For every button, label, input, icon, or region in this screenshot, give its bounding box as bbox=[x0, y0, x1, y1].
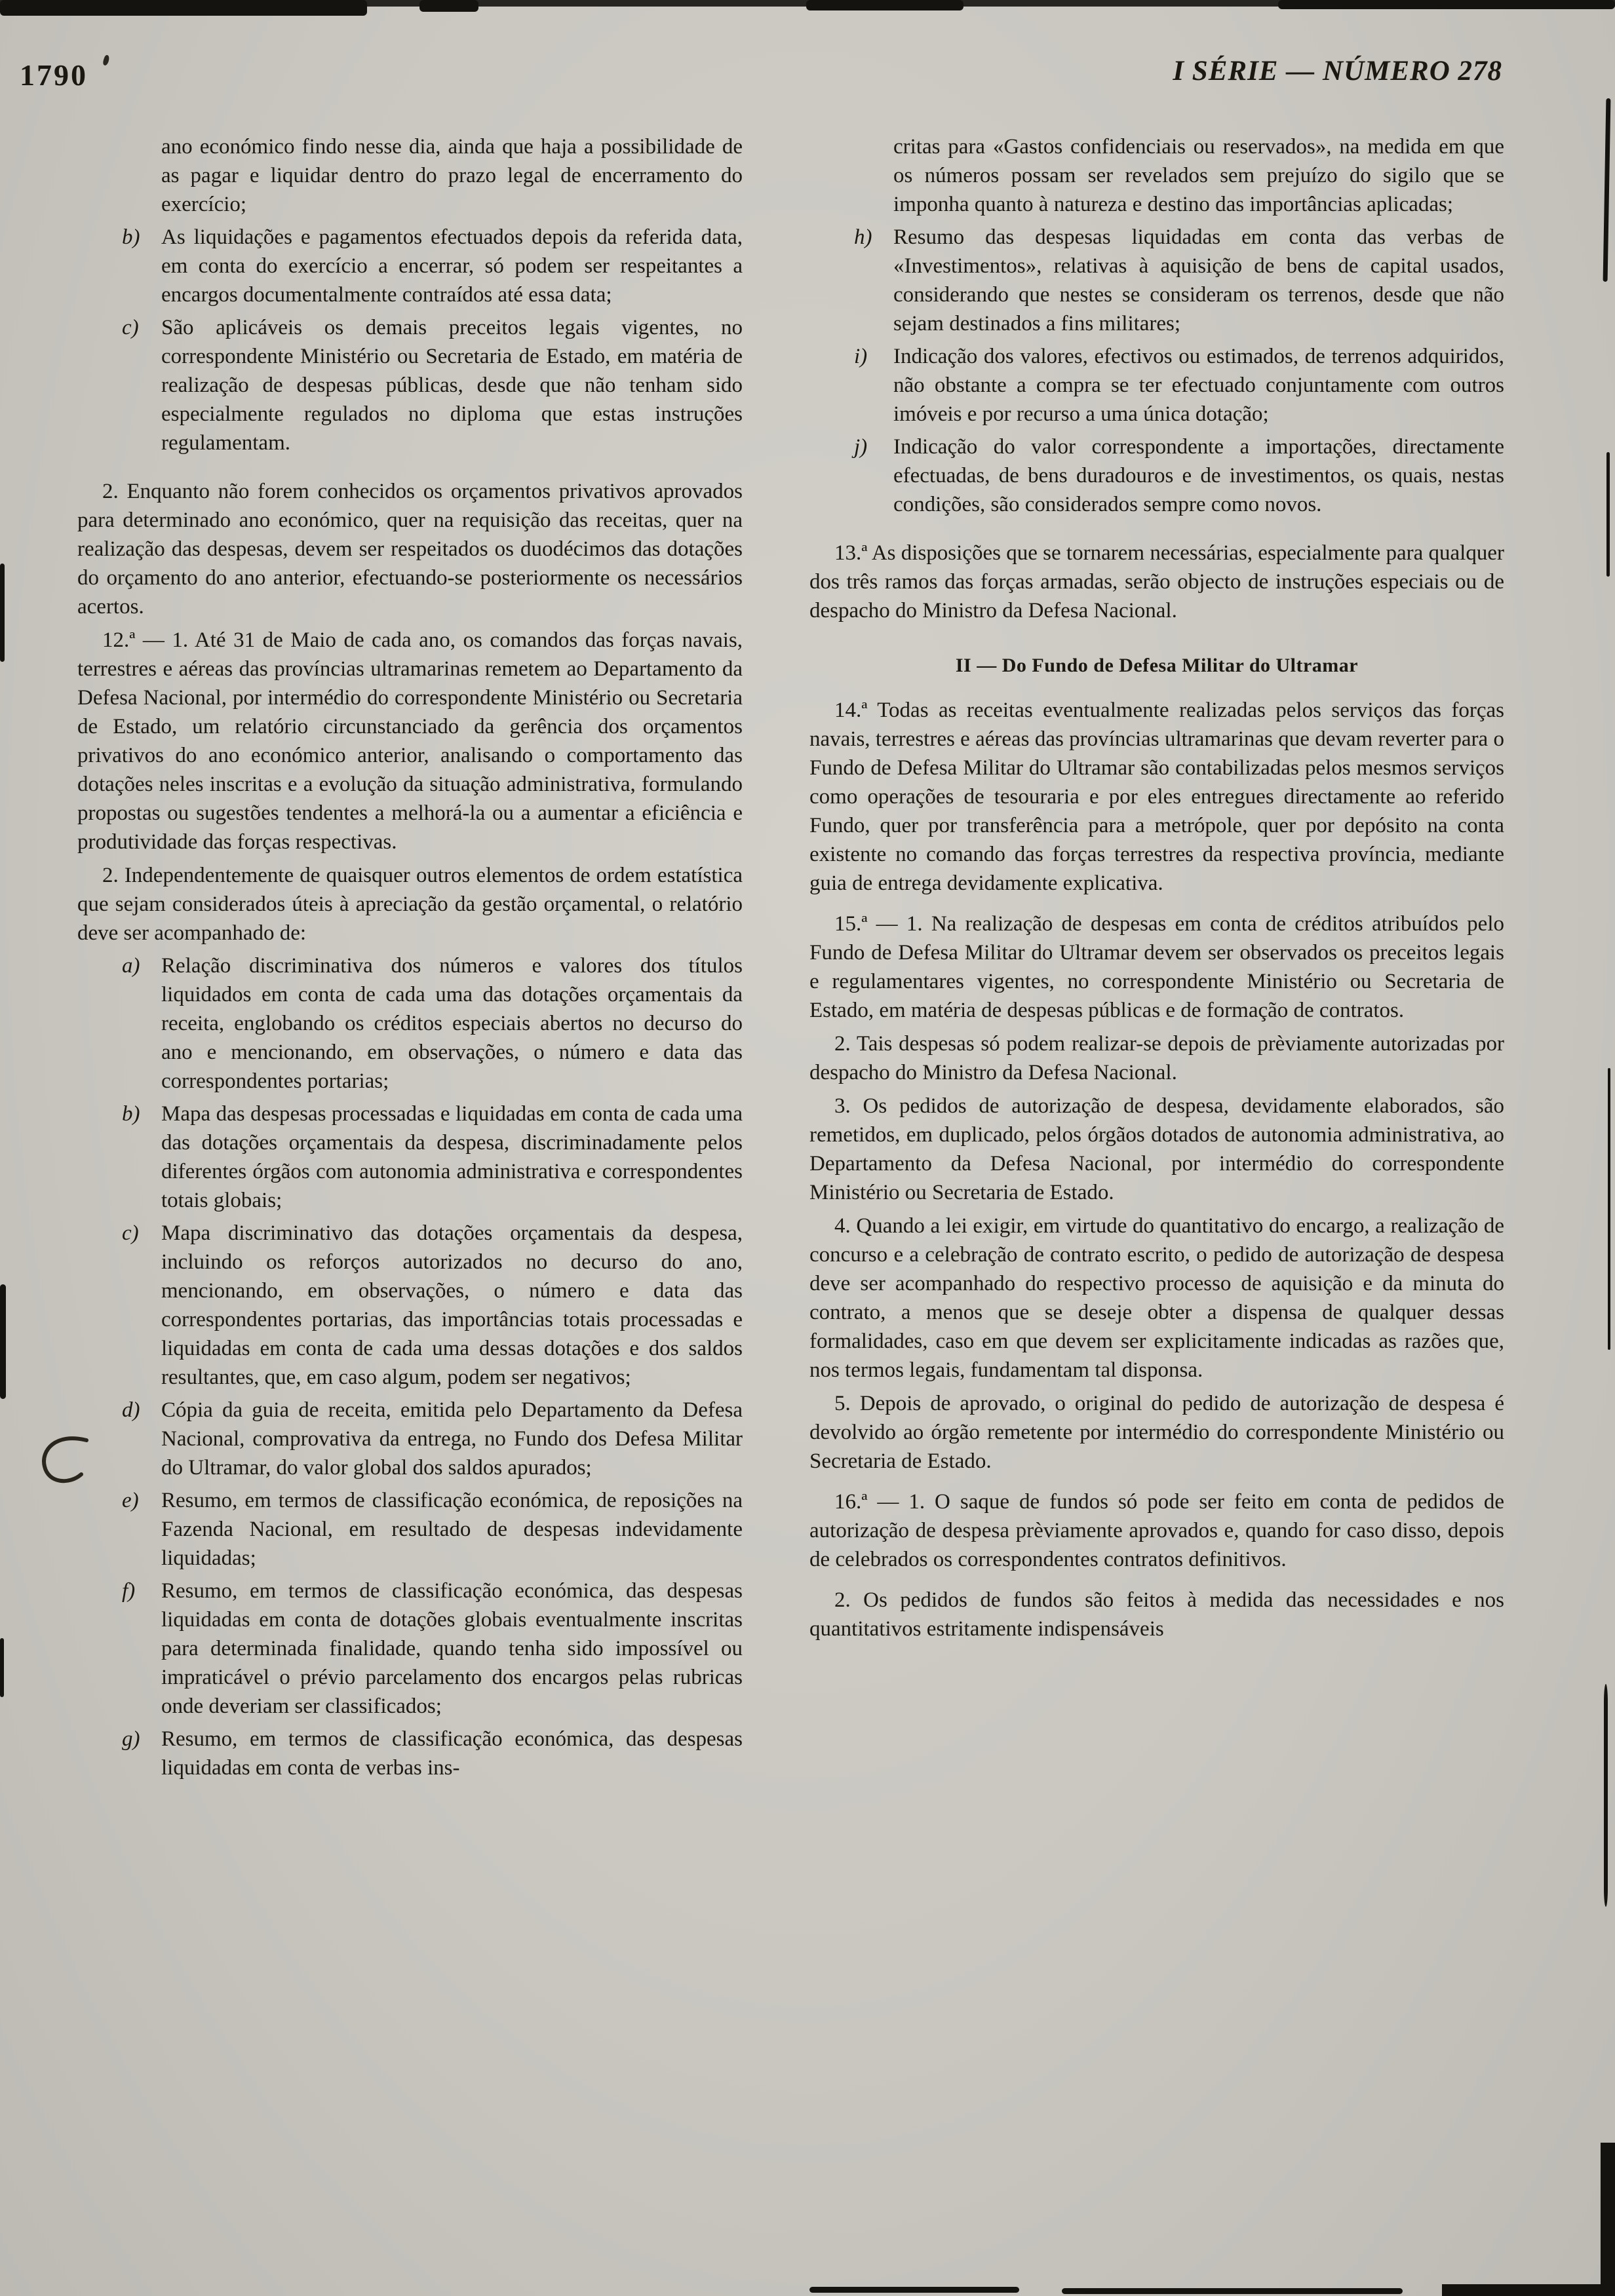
list-item bbox=[850, 432, 1504, 519]
scan-artifact-bottom-dash bbox=[1062, 2288, 1403, 2294]
scan-artifact-top-blob bbox=[1278, 0, 1615, 9]
scan-artifact-top-blob bbox=[806, 0, 963, 10]
paragraph: 3. Os pedidos de autorização de despesa, devidamente elaborados, são remetidos, em duplicado, pelos órgãos dotados de autonomia administrativa, ao Departamento da Defesa Nacional, por intermédio do correspondente Ministério ou Secretaria de Estado. bbox=[809, 1094, 1504, 1204]
list-item bbox=[850, 132, 1504, 219]
list-item-label: b) bbox=[122, 1102, 140, 1126]
list-item-text: Indicação dos valores, efectivos ou estimados, de terrenos adquiridos, não obstante a compra se ter efectuado conjuntamente com outros imóveis e por recurso a uma única dotação; bbox=[893, 345, 1504, 426]
list-item-text: Indicação do valor correspondente a importações, directamente efectuadas, de bens duradouros e de investimentos, os quais, nestas condições, são considerados sempre como novos. bbox=[893, 435, 1504, 516]
list-item-label: f) bbox=[122, 1579, 136, 1603]
scan-artifact-right-mark bbox=[1608, 1068, 1610, 1350]
right-column bbox=[809, 128, 1504, 1643]
list-item bbox=[118, 1486, 743, 1573]
list-item-label: d) bbox=[122, 1398, 140, 1422]
paragraph: 15.ª — 1. Na realização de despesas em conta de créditos atribuídos pelo Fundo de Defesa Militar do Ultramar devem ser observados os preceitos legais e regulamentares vigentes, no correspondente Ministério ou Secretaria de Estado, em matéria de despesas públicas e de formação de contratos. bbox=[809, 912, 1504, 1022]
scan-artifact-top-blob bbox=[0, 0, 367, 16]
list-item-text: Resumo das despesas liquidadas em conta das verbas de «Investimentos», relativas à aquisição de bens de capital usados, considerando que nestes se consideram os terrenos, desde que não sejam destinados a fins militares; bbox=[893, 225, 1504, 335]
list-item-text: Cópia da guia de receita, emitida pelo Departamento da Defesa Nacional, comprovativa da entrega, no Fundo dos Defesa Militar do Ultramar, do valor global dos saldos apurados; bbox=[161, 1398, 743, 1480]
list-item-label: e) bbox=[122, 1489, 139, 1512]
paragraph: 2. Os pedidos de fundos são feitos à medida das necessidades e nos quantitativos estritamente indispensáveis bbox=[809, 1588, 1504, 1641]
page-number: 1790 bbox=[20, 58, 88, 92]
list-item-text: Relação discriminativa dos números e valores dos títulos liquidados em conta de cada uma das dotações orçamentais da receita, englobando os créditos especiais abertos no decurso do ano e mencionando, em observações, o número e data das correspondentes portarias; bbox=[161, 954, 743, 1093]
scan-artifact-bottom-dash bbox=[809, 2287, 1019, 2293]
list-item-text: Mapa das despesas processadas e liquidadas em conta de cada uma das dotações orçamentais da despesa, discriminadamente pelos diferentes órgãos com autonomia administrativa e correspondentes totais globais; bbox=[161, 1102, 743, 1212]
list-item bbox=[118, 313, 743, 457]
left-column bbox=[77, 128, 743, 1782]
scan-artifact-right-mark bbox=[1601, 2143, 1615, 2296]
scan-artifact-top-blob bbox=[419, 0, 478, 12]
list-item-text: ano económico findo nesse dia, ainda que haja a possibilidade de as pagar e liquidar dentro do prazo legal de encerramento do exercício; bbox=[161, 135, 743, 216]
list-item bbox=[850, 223, 1504, 338]
paragraph: 14.ª Todas as receitas eventualmente realizadas pelos serviços das forças navais, terrestres e aéreas das províncias ultramarinas que devam reverter para o Fundo de Defesa Militar do Ultramar são contabilizadas pelos mesmos serviços como operações de tesouraria e por eles entregues directamente ao referido Fundo, quer por transferência para a metrópole, quer por depósito na conta existente no comando das forças terrestres da respectiva província, mediante guia de entrega devidamente explicativa. bbox=[809, 698, 1504, 895]
list-item-label: b) bbox=[122, 225, 140, 249]
paragraph: 16.ª — 1. O saque de fundos só pode ser feito em conta de pedidos de autorização de despesa prèviamente aprovados e, quando for caso disso, depois de celebrados os correspondentes contratos definitivos. bbox=[809, 1490, 1504, 1571]
list-item-label: j) bbox=[854, 435, 868, 459]
paragraph: 2. Tais despesas só podem realizar-se depois de prèviamente autorizadas por despacho do Ministro da Defesa Nacional. bbox=[809, 1032, 1504, 1084]
ink-speck bbox=[102, 54, 111, 66]
scan-artifact-right-mark bbox=[1603, 98, 1611, 282]
list-item bbox=[118, 223, 743, 309]
list-item-text: Resumo, em termos de classificação económica, de reposições na Fazenda Nacional, em resultado de despesas indevidamente liquidadas; bbox=[161, 1489, 743, 1570]
scan-artifact-right-mark bbox=[1604, 1684, 1608, 1907]
handwritten-mark bbox=[35, 1428, 94, 1494]
paragraph: 5. Depois de aprovado, o original do pedido de autorização de despesa é devolvido ao órgão remetente por intermédio do correspondente Ministério ou Secretaria de Estado. bbox=[809, 1392, 1504, 1473]
list-item-label: h) bbox=[854, 225, 872, 249]
issue-header: I SÉRIE — NÚMERO 278 bbox=[1173, 56, 1502, 86]
list-item bbox=[118, 951, 743, 1096]
list-item-text: Mapa discriminativo das dotações orçamentais da despesa, incluindo os reforços autorizados no decurso do ano, mencionando, em observações, o número e data das correspondentes portarias, das importâncias totais processadas e liquidadas em conta de cada uma dessas dotações e dos saldos resultantes, que, em caso algum, podem ser negativos; bbox=[161, 1221, 743, 1389]
list-item-text: As liquidações e pagamentos efectuados depois da referida data, em conta do exercício a encerrar, só podem ser respeitantes a encargos documentalmente contraídos até essa data; bbox=[161, 225, 743, 307]
list-item-label: a) bbox=[122, 954, 140, 978]
list-item bbox=[850, 342, 1504, 429]
list-item bbox=[118, 1577, 743, 1721]
list-item-text: critas para «Gastos confidenciais ou reservados», na medida em que os números possam ser revelados sem prejuízo do sigilo que se imponha quanto à natureza e destino das importâncias aplicadas; bbox=[893, 135, 1504, 216]
list-item-text: Resumo, em termos de classificação económica, das despesas liquidadas em conta de verbas ins- bbox=[161, 1727, 743, 1780]
list-item-label: i) bbox=[854, 345, 868, 368]
list-item-label: g) bbox=[122, 1727, 140, 1751]
list-item bbox=[118, 1725, 743, 1782]
list-item bbox=[118, 1396, 743, 1482]
scan-artifact-right-mark bbox=[1606, 452, 1610, 577]
list-item bbox=[118, 1100, 743, 1215]
paragraph: 2. Enquanto não forem conhecidos os orçamentos privativos aprovados para determinado ano económico, quer na requisição das receitas, quer na realização das despesas, devem ser respeitados os duodécimos das dotações do orçamento do ano anterior, efectuando-se posteriormente os necessários acertos. bbox=[77, 480, 743, 619]
paragraph: 2. Independentemente de quaisquer outros elementos de ordem estatística que sejam considerados úteis à apreciação da gestão orçamental, o relatório deve ser acompanhado de: bbox=[77, 864, 743, 945]
list-item bbox=[118, 1219, 743, 1392]
list-item-label: c) bbox=[122, 1221, 139, 1245]
list-item-text: São aplicáveis os demais preceitos legais vigentes, no correspondente Ministério ou Secretaria de Estado, em matéria de realização de despesas públicas, desde que não tenham sido especialmente regulados no diploma que estas instruções regulamentam. bbox=[161, 316, 743, 455]
scan-artifact-bottom-dash bbox=[1442, 2284, 1615, 2296]
scan-artifact-left-mark bbox=[0, 1284, 6, 1399]
paragraph: 4. Quando a lei exigir, em virtude do quantitativo do encargo, a realização de concurso e a celebração de contrato escrito, o pedido de autorização de despesa deve ser acompanhado do respectivo processo de aquisição e da minuta do contrato, a menos que se deseje obter a dispensa de qualquer dessas formalidades, caso em que devem ser explicitamente indicadas as razões que, nos termos legais, fundamentam tal disponsa. bbox=[809, 1214, 1504, 1382]
list-item-text: Resumo, em termos de classificação económica, das despesas liquidadas em conta de dotações globais eventualmente inscritas para determinada finalidade, quando tenha sido impossível ou impraticável o prévio parcelamento dos encargos pelas rubricas onde deveriam ser classificados; bbox=[161, 1579, 743, 1718]
scan-artifact-left-mark bbox=[0, 1638, 4, 1697]
list-item-label: c) bbox=[122, 316, 139, 339]
scan-artifact-left-mark bbox=[0, 564, 5, 662]
paragraph: 12.ª — 1. Até 31 de Maio de cada ano, os comandos das forças navais, terrestres e aéreas das províncias ultramarinas remetem ao Departamento da Defesa Nacional, por intermédio do correspondente Ministério ou Secretaria de Estado, um relatório circunstanciado da gerência dos orçamentos privativos do ano económico anterior, analisando o comportamento das dotações neles inscritas e a evolução da situação administrativa, formulando propostas ou sugestões tendentes a melhorá-la ou a aumentar a eficiência e produtividade das forças respectivas. bbox=[77, 628, 743, 854]
paragraph: 13.ª As disposições que se tornarem necessárias, especialmente para qualquer dos três ramos das forças armadas, serão objecto de instruções especiais ou de despacho do Ministro da Defesa Nacional. bbox=[809, 541, 1504, 622]
list-item bbox=[118, 132, 743, 219]
section-heading: II — Do Fundo de Defesa Militar do Ultramar bbox=[955, 655, 1359, 676]
